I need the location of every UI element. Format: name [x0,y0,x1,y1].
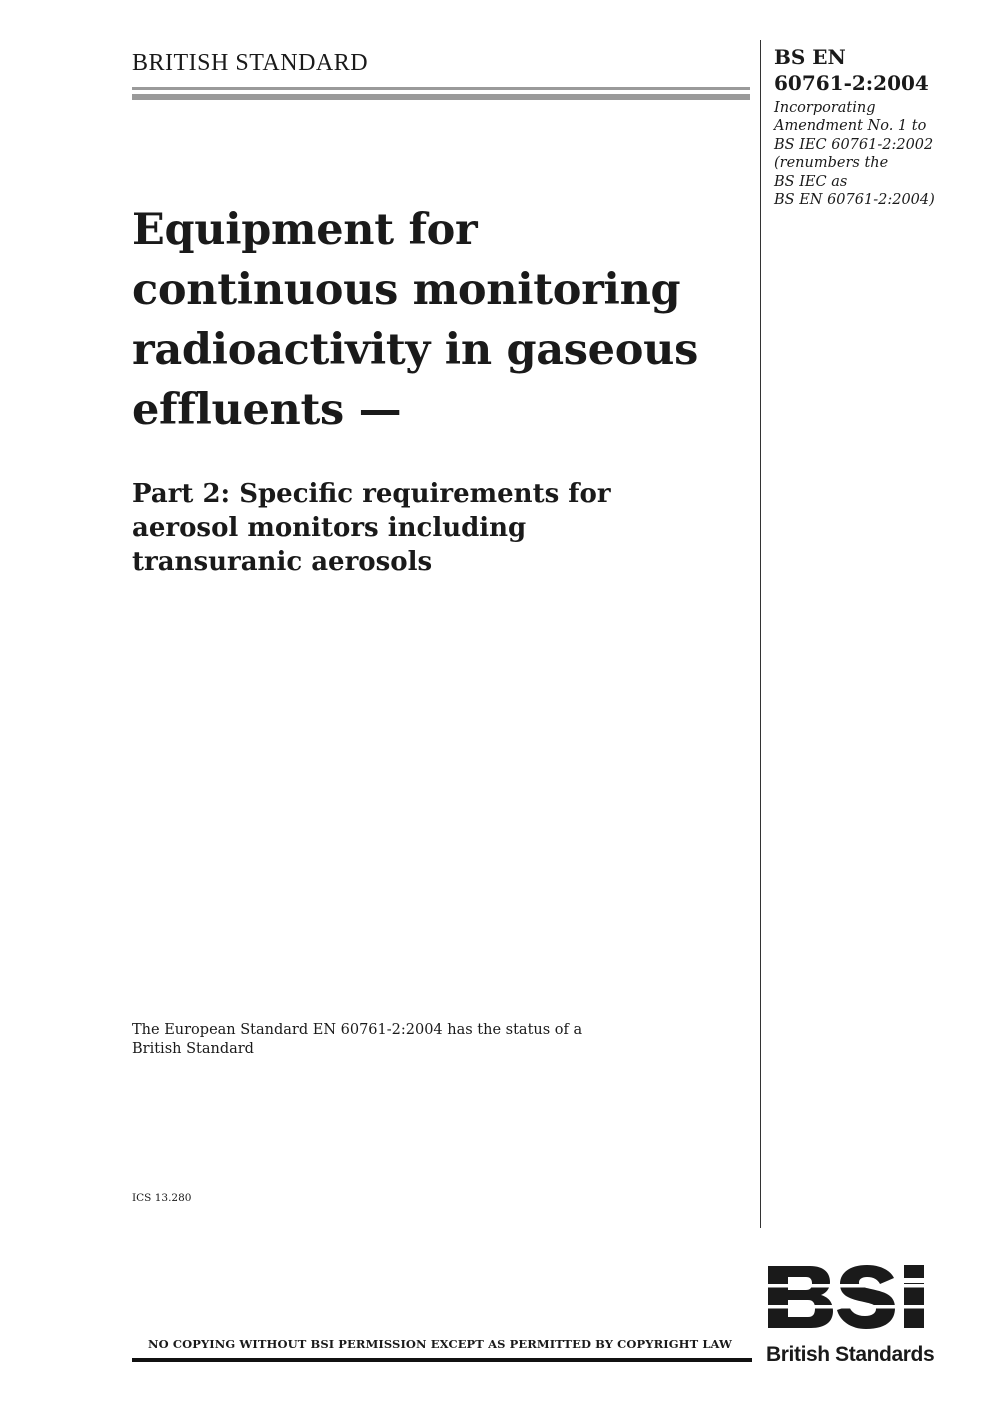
document-subtitle [132,477,752,579]
header-rule-thin [132,87,750,90]
title-line: effluents — [132,385,402,435]
column-divider [760,40,761,1228]
subtitle-line: transuranic aerosols [132,547,433,577]
bsi-logo [766,1262,946,1344]
status-statement [132,1021,652,1059]
ics-code: ICS 13.280 [132,1192,192,1204]
copyright-notice: NO COPYING WITHOUT BSI PERMISSION EXCEPT AS PERMITTED BY COPYRIGHT LAW [148,1337,733,1351]
amendment-line: (renumbers the [774,155,889,172]
amendment-note [774,99,984,209]
status-line: The European Standard EN 60761-2:2004 has the status of a [132,1022,583,1038]
footer-rule [132,1358,752,1362]
status-line: British Standard [132,1041,254,1057]
standard-number [774,44,974,96]
bsi-caption: British Standards [766,1343,935,1366]
title-line: radioactivity in gaseous [132,325,698,375]
standard-type-label: BRITISH STANDARD [132,50,369,76]
subtitle-line: Part 2: Specific requirements for [132,479,611,509]
amendment-line: Amendment No. 1 to [774,118,927,135]
amendment-line: BS EN 60761-2:2004) [774,192,935,209]
header-rule-thick [132,94,750,100]
amendment-line: Incorporating [774,100,876,116]
title-line: continuous monitoring [132,265,681,315]
title-line: Equipment for [132,205,478,255]
document-title [132,200,752,440]
amendment-line: BS IEC as [774,173,848,190]
standard-number-line: 60761-2:2004 [774,71,929,95]
standard-number-line: BS EN [774,45,846,69]
subtitle-line: aerosol monitors including [132,513,527,543]
amendment-line: BS IEC 60761-2:2002 [774,136,934,153]
